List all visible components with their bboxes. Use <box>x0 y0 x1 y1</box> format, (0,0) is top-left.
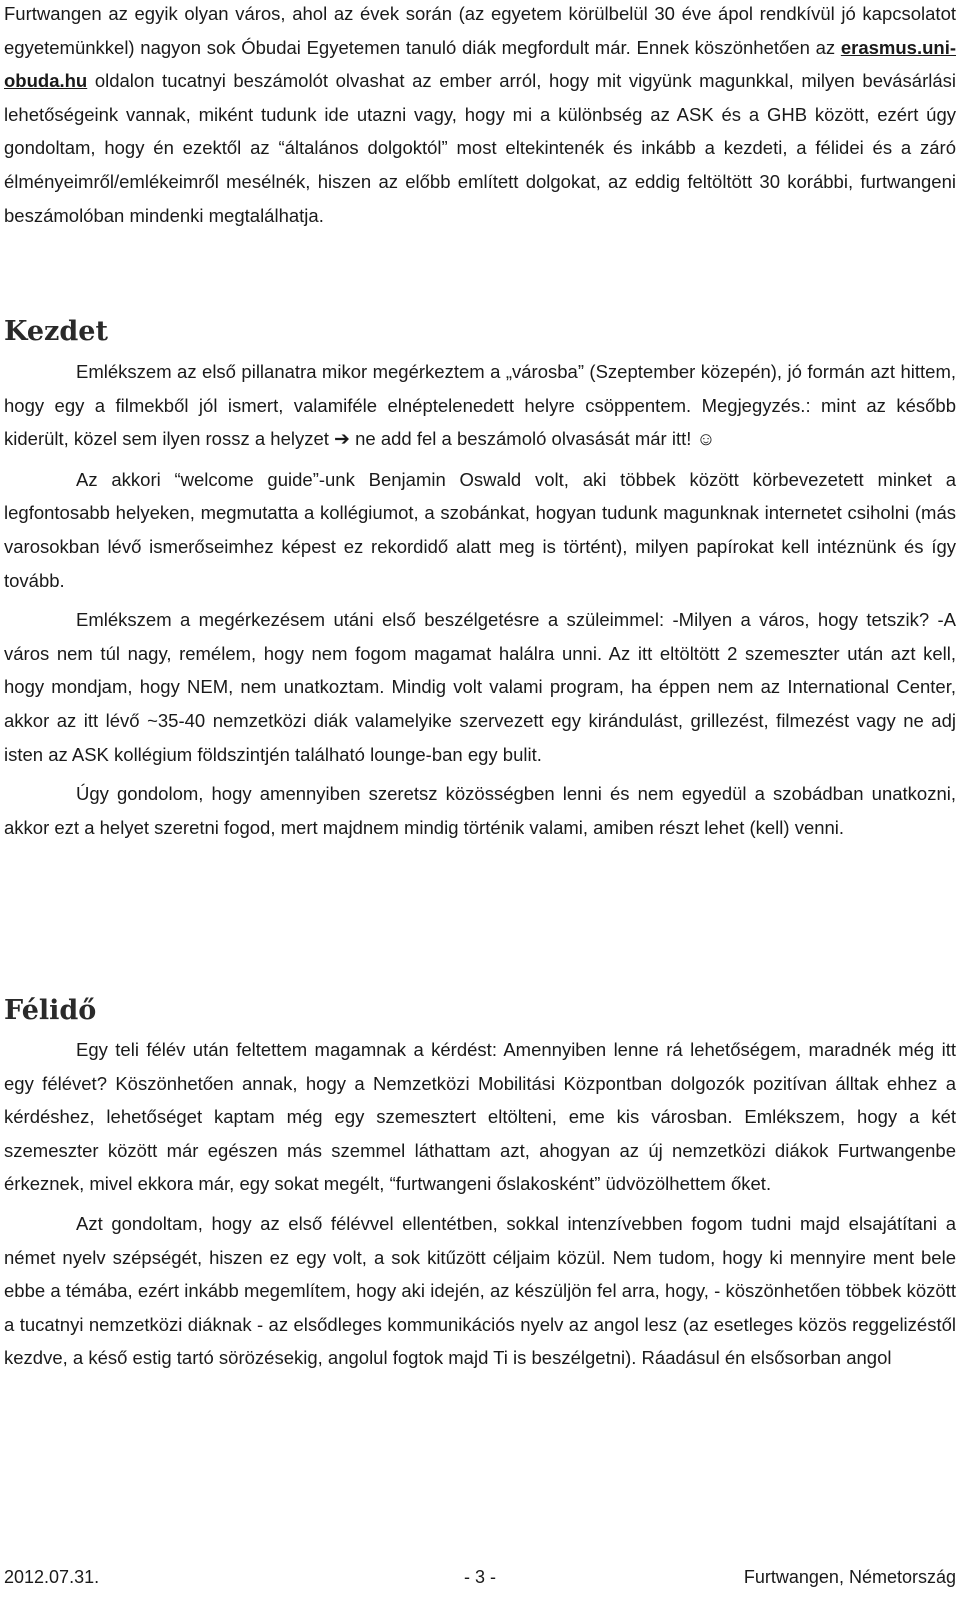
section-heading-felido: Félidő <box>4 995 97 1026</box>
section-kezdet <box>4 355 956 844</box>
footer-date: 2012.07.31. <box>4 1567 100 1587</box>
footer-location: Furtwangen, Németország <box>743 1567 956 1587</box>
right-arrow-icon: ➔ <box>334 429 350 451</box>
kezdet-paragraph-3: Emlékszem a megérkezésem utáni első beszélgetésre a szüleimmel: -Milyen a város, hogy tetszik? -A város nem túl nagy, remélem, hogy nem fogom magamat halálra unni. Az itt eltöltött 2 szemeszter után azt kell, hogy mondjam, hogy NEM, nem unatkoztam. Mindig volt valami program, ha éppen nem az International Center, akkor az itt lévő ~35-40 nemzetközi diák valamelyike szervezett egy kirándulást, grillezést, filmezést vagy ne adj isten az ASK kollégium földszintjén található lounge-ban egy bulit. <box>4 609 956 765</box>
intro-paragraph <box>4 0 956 232</box>
smiley-icon: ☺ <box>696 428 716 450</box>
kezdet-paragraph-2: Az akkori “welcome guide”-unk Benjamin Oswald volt, aki többek között körbevezetett minket a legfontosabb helyeken, megmutatta a kollégiumot, a szobánkat, hogyan tudunk magunknak internetet csiholni (más varosokban lévő ismerőseimhez képest ez rekordidő alatt meg is történt), milyen papírokat kell intéznünk és így tovább. <box>4 468 956 591</box>
section-heading-kezdet: Kezdet <box>4 316 108 347</box>
kezdet-paragraph-1 <box>4 355 956 457</box>
erasmus-link[interactable]: erasmus.uni-obuda.hu <box>4 36 956 92</box>
footer-page-number: - 3 - <box>464 1567 497 1587</box>
kezdet-p1-text-before-arrow: Emlékszem az első pillanatra mikor megérkeztem a „városba” (Szeptember közepén), jó formán azt hittem, hogy egy a filmekből jól ismert, valamiféle elnéptelenedett helyre csöppentem. Megjegyzés.: mint az később kiderült, közel sem ilyen rossz a helyzet <box>4 361 956 450</box>
felido-paragraph-1: Egy teli félév után feltettem magamnak a kérdést: Amennyiben lenne rá lehetőségem, maradnék még itt egy félévet? Köszönhetően annak, hogy a Nemzetközi Mobilitási Központban dolgozók pozitívan álltak ehhez a kérdéshez, lehetőséget kaptam még egy szemesztert eltölteni, eme kis városban. Emlékszem, hogy a két szemeszter között már egészen más szemmel láthattam azt, ahogyan az új nemzetközi diákok Furtwangenbe érkeznek, mivel ekkora már, egy sokat megélt, “furtwangeni őslakosként” üdvözölhettem őket. <box>4 1039 956 1195</box>
intro-text-after-link: oldalon tucatnyi beszámolót olvashat az ember arról, hogy mit vigyünk magunkkal, milyen bevásárlási lehetőségeink vannak, miként tudunk ide utazni vagy, hogy mi a különbség az ASK és a GHB között, ezért úgy gondoltam, hogy én ezektől az “általános dolgoktól” most eltekintenék és inkább a kezdeti, a félidei és a záró élményeimről/emlékeimről mesélnék, hiszen az előbb említett dolgokat, az eddig feltöltött 30 korábbi, furtwangeni beszámolóban mindenki megtalálhatja. <box>4 70 956 226</box>
kezdet-p1-text-after-arrow: ne add fel a beszámoló olvasását már itt! <box>349 428 697 450</box>
section-felido <box>4 1033 956 1375</box>
kezdet-paragraph-4: Úgy gondolom, hogy amennyiben szeretsz közösségben lenni és nem egyedül a szobádban unatkozni, akkor ezt a helyet szeretni fogod, mert majdnem mindig történik valami, amiben részt lehet (kell) venni. <box>4 783 956 838</box>
intro-text-before-link: Furtwangen az egyik olyan város, ahol az évek során (az egyetem körülbelül 30 éve ápol rendkívül jó kapcsolatot egyetemünkkel) nagyon sok Óbudai Egyetemen tanuló diák megfordult már. Ennek köszönhetően az <box>4 3 956 58</box>
felido-paragraph-2: Azt gondoltam, hogy az első félévvel ellentétben, sokkal intenzívebben fogom tudni majd elsajátítani a német nyelv szépségét, hiszen ez egy volt, a sok kitűzött céljaim közül. Nem tudom, hogy ki mennyire ment bele ebbe a témába, ezért inkább megemlítem, hogy aki idején, az készüljön fel arra, hogy, - köszönhetően többek között a tucatnyi nemzetközi diáknak - az elsődleges kommunikációs nyelv az angol lesz (az esetleges közös reggelizéstől kezdve, a késő estig tartó sörözésekig, angolul fogtok majd Ti is beszélgetni). Ráadásul én elsősorban angol <box>4 1212 956 1369</box>
